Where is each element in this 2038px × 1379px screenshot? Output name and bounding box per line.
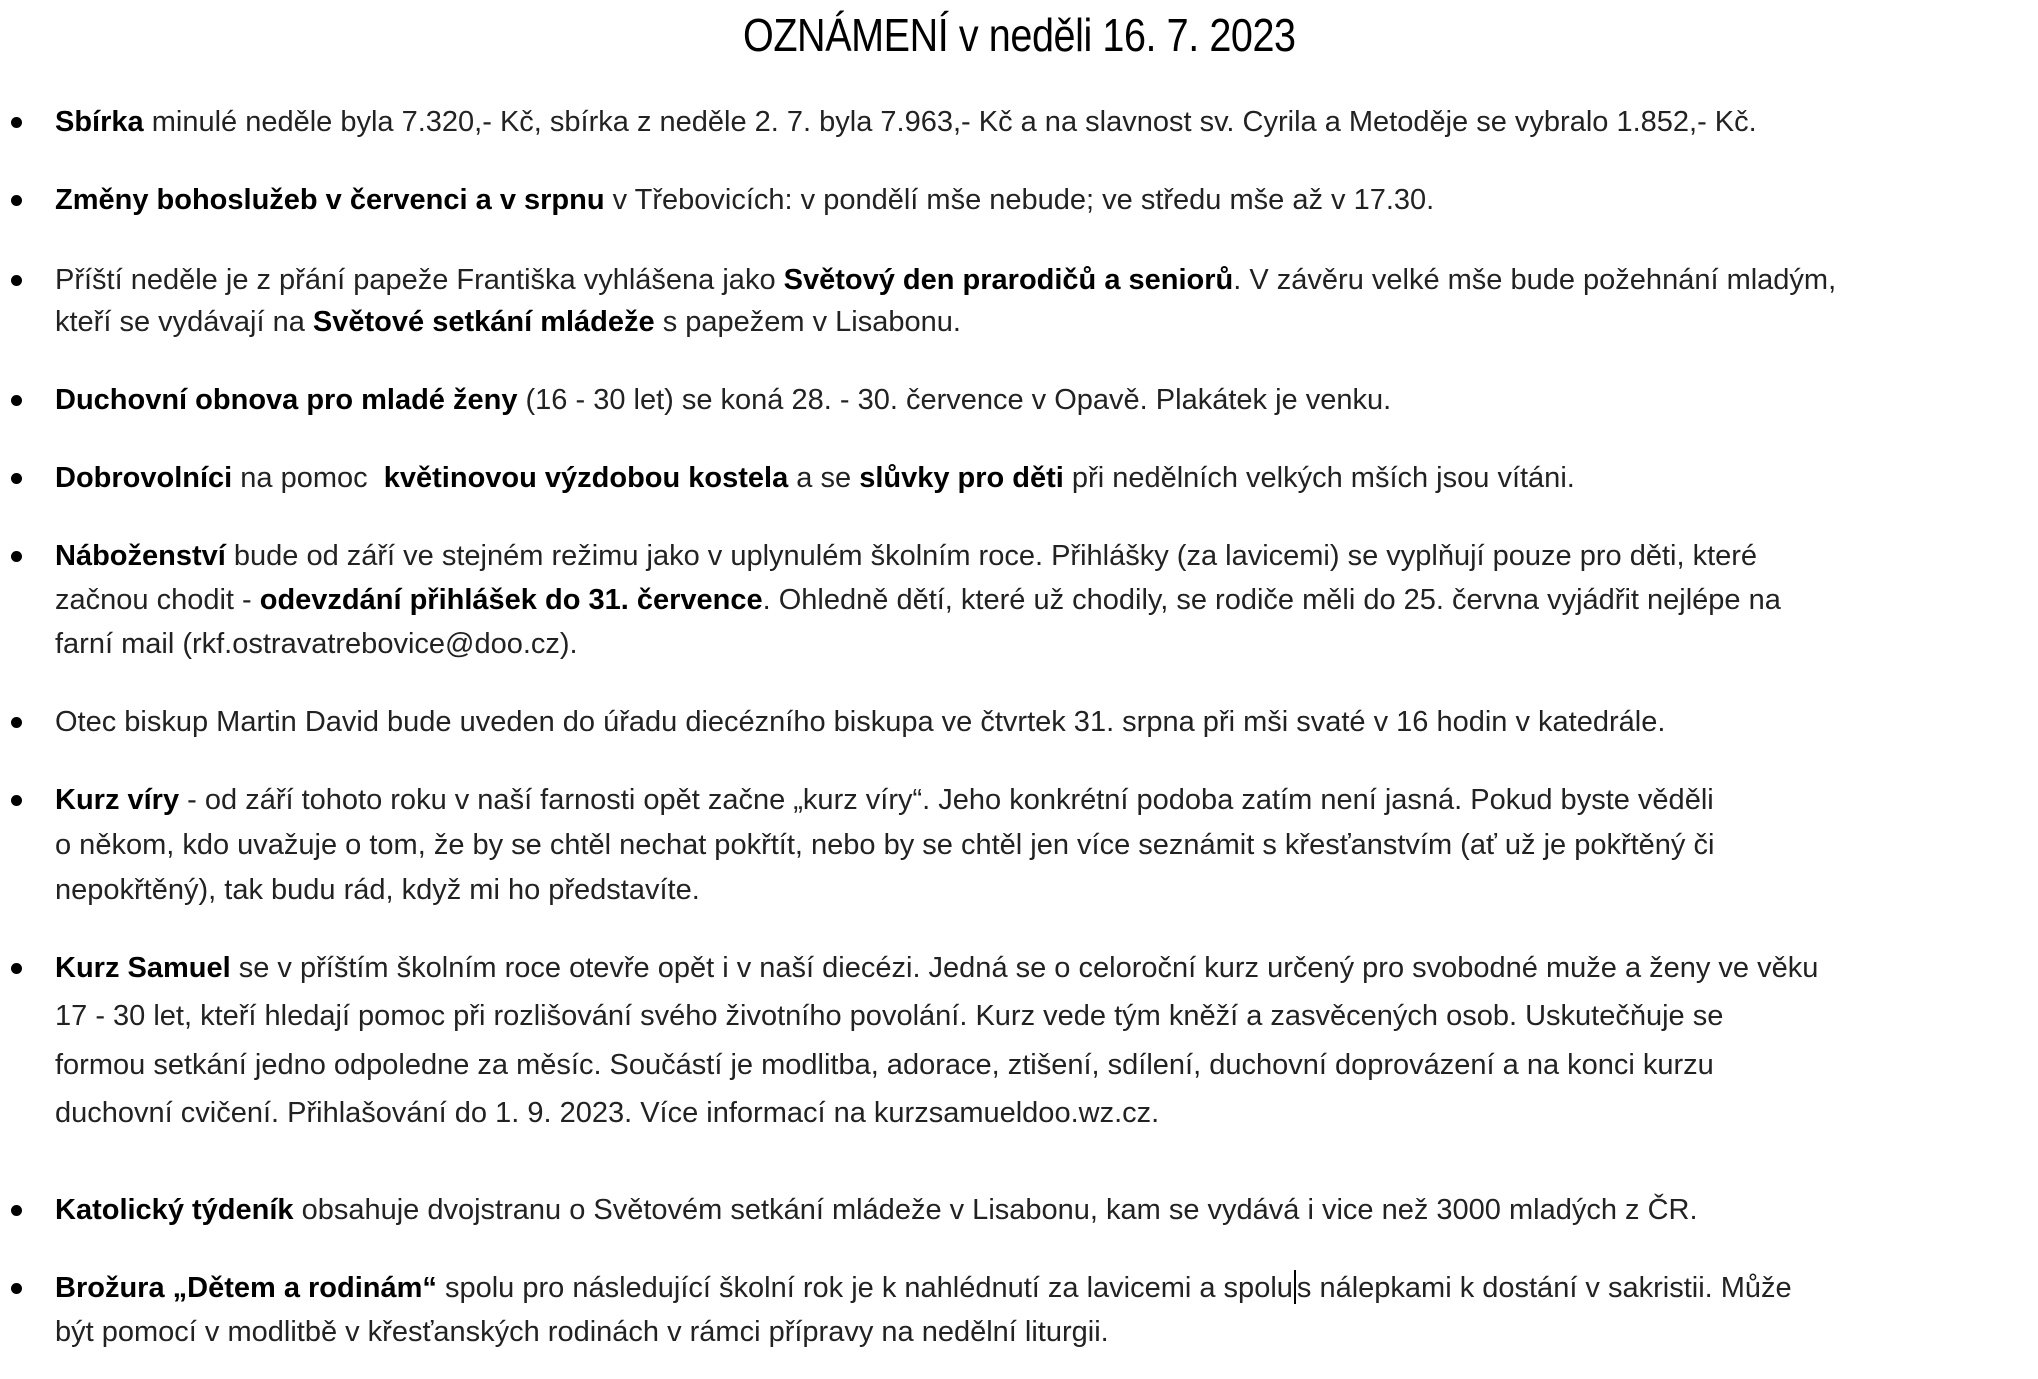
text: na pomoc (232, 462, 384, 494)
announcement-line (55, 262, 1836, 298)
bold-text: Duchovní obnova pro mladé ženy (55, 384, 518, 416)
bold-text: Změny bohoslužeb v červenci a v srpnu (55, 184, 605, 216)
text: kteří se vydávají na (55, 306, 313, 338)
announcement-line (55, 582, 1781, 618)
bullet-icon (11, 395, 22, 406)
announcement-line (55, 626, 578, 662)
bold-text: Náboženství (55, 540, 226, 572)
text: a se (788, 462, 860, 494)
announcement-line (55, 950, 1818, 986)
text: být pomocí v modlitbě v křesťanských rodinách v rámci přípravy na nedělní liturgii. (55, 1316, 1109, 1348)
bullet-icon (11, 275, 22, 286)
text-cursor (1294, 1270, 1296, 1304)
announcement-line (55, 538, 1757, 574)
bold-text: odevzdání přihlášek do 31. července (259, 584, 763, 616)
bullet-icon (11, 551, 22, 562)
announcement-line (55, 872, 700, 908)
text: spolu pro následující školní rok je k nahlédnutí za lavicemi a spolu (436, 1272, 1293, 1304)
text: nepokřtěný), tak budu rád, když mi ho představíte. (55, 874, 700, 906)
text: duchovní cvičení. Přihlašování do 1. 9. 2023. Více informací na kurzsamueldoo.wz.cz. (55, 1097, 1160, 1129)
bold-text: Kurz Samuel (55, 952, 231, 984)
announcement-line (55, 1095, 1159, 1131)
text: - od září tohoto roku v naší farnosti opět začne „kurz víry“. Jeho konkrétní podoba zatím není jasná. Pokud byste věděli (179, 784, 1714, 816)
text: začnou chodit - (55, 584, 260, 616)
text: při nedělních velkých mších jsou vítáni. (1063, 462, 1575, 494)
text: o někom, kdo uvažuje o tom, že by se chtěl nechat pokřtít, nebo by se chtěl jen více seznámit s křesťanstvím (ať už je pokřtěný či (55, 829, 1715, 861)
text: 17 - 30 let, kteří hledají pomoc při rozlišování svého životního povolání. Kurz vede tým kněží a zasvěcených osob. Uskutečňuje se (55, 1000, 1724, 1032)
title-text: OZNÁMENÍ v neděli 16. 7. 2023 (742, 9, 1296, 61)
bullet-icon (11, 795, 22, 806)
text: minulé neděle byla 7.320,- Kč, sbírka z neděle 2. 7. byla 7.963,- Kč a na slavnost sv. Cyrila a Metoděje se vybralo 1.852,- Kč. (143, 106, 1757, 138)
bold-text: Světový den prarodičů a seniorů (783, 264, 1234, 296)
bold-text: Brožura „Dětem a rodinám“ (55, 1272, 437, 1304)
announcement-line (55, 182, 1434, 218)
bold-text: slůvky pro děti (859, 462, 1064, 494)
bullet-icon (11, 117, 22, 128)
text: se v příštím školním roce otevře opět i v naší diecézi. Jedná se o celoroční kurz určený pro svobodné muže a ženy ve věku (230, 952, 1819, 984)
announcement-line (55, 1192, 1698, 1228)
page-title (0, 8, 2038, 62)
announcement-line (55, 998, 1723, 1034)
text: . Ohledně dětí, které už chodily, se rodiče měli do 25. června vyjádřit nejlépe na (762, 584, 1781, 616)
text: farní mail (rkf.ostravatrebovice@doo.cz). (55, 628, 578, 660)
announcement-line (55, 382, 1391, 418)
announcement-line (55, 1047, 1714, 1083)
announcement-line (55, 704, 1665, 740)
text: . V závěru velké mše bude požehnání mladým, (1233, 264, 1837, 296)
bold-text: květinovou výzdobou kostela (383, 462, 789, 494)
text: obsahuje dvojstranu o Světovém setkání mládeže v Lisabonu, kam se vydává i vice než 3000 mladých z ČR. (293, 1194, 1698, 1226)
bullet-icon (11, 1205, 22, 1216)
text: s papežem v Lisabonu. (654, 306, 961, 338)
announcement-line (55, 827, 1714, 863)
bullet-icon (11, 473, 22, 484)
bold-text: Dobrovolníci (55, 462, 233, 494)
text: v Třebovicích: v pondělí mše nebude; ve středu mše až v 17.30. (604, 184, 1435, 216)
text: Otec biskup Martin David bude uveden do úřadu diecézního biskupa ve čtvrtek 31. srpna při mši svaté v 16 hodin v katedrále. (55, 706, 1666, 738)
announcement-line (55, 304, 961, 340)
bullet-icon (11, 1283, 22, 1294)
text: formou setkání jedno odpoledne za měsíc. Součástí je modlitba, adorace, ztišení, sdílení, duchovní doprovázení a na konci kurzu (55, 1049, 1714, 1081)
text: Příští neděle je z přání papeže Františka vyhlášena jako (55, 264, 784, 296)
bullet-icon (11, 195, 22, 206)
bullet-icon (11, 717, 22, 728)
bold-text: Světové setkání mládeže (312, 306, 655, 338)
announcement-line (55, 1314, 1109, 1350)
bold-text: Sbírka (55, 106, 144, 138)
text: (16 - 30 let) se koná 28. - 30. července v Opavě. Plakátek je venku. (517, 384, 1392, 416)
text: bude od září ve stejném režimu jako v uplynulém školním roce. Přihlášky (za lavicemi) se vyplňují pouze pro děti, které (225, 540, 1758, 572)
announcement-line (55, 104, 1757, 140)
announcement-line (55, 460, 1575, 496)
bold-text: Kurz víry (55, 784, 180, 816)
text: s nálepkami k dostání v sakristii. Může (1296, 1272, 1792, 1304)
announcement-line (55, 1270, 1792, 1306)
bold-text: Katolický týdeník (55, 1194, 294, 1226)
bullet-icon (11, 963, 22, 974)
announcement-line (55, 782, 1714, 818)
